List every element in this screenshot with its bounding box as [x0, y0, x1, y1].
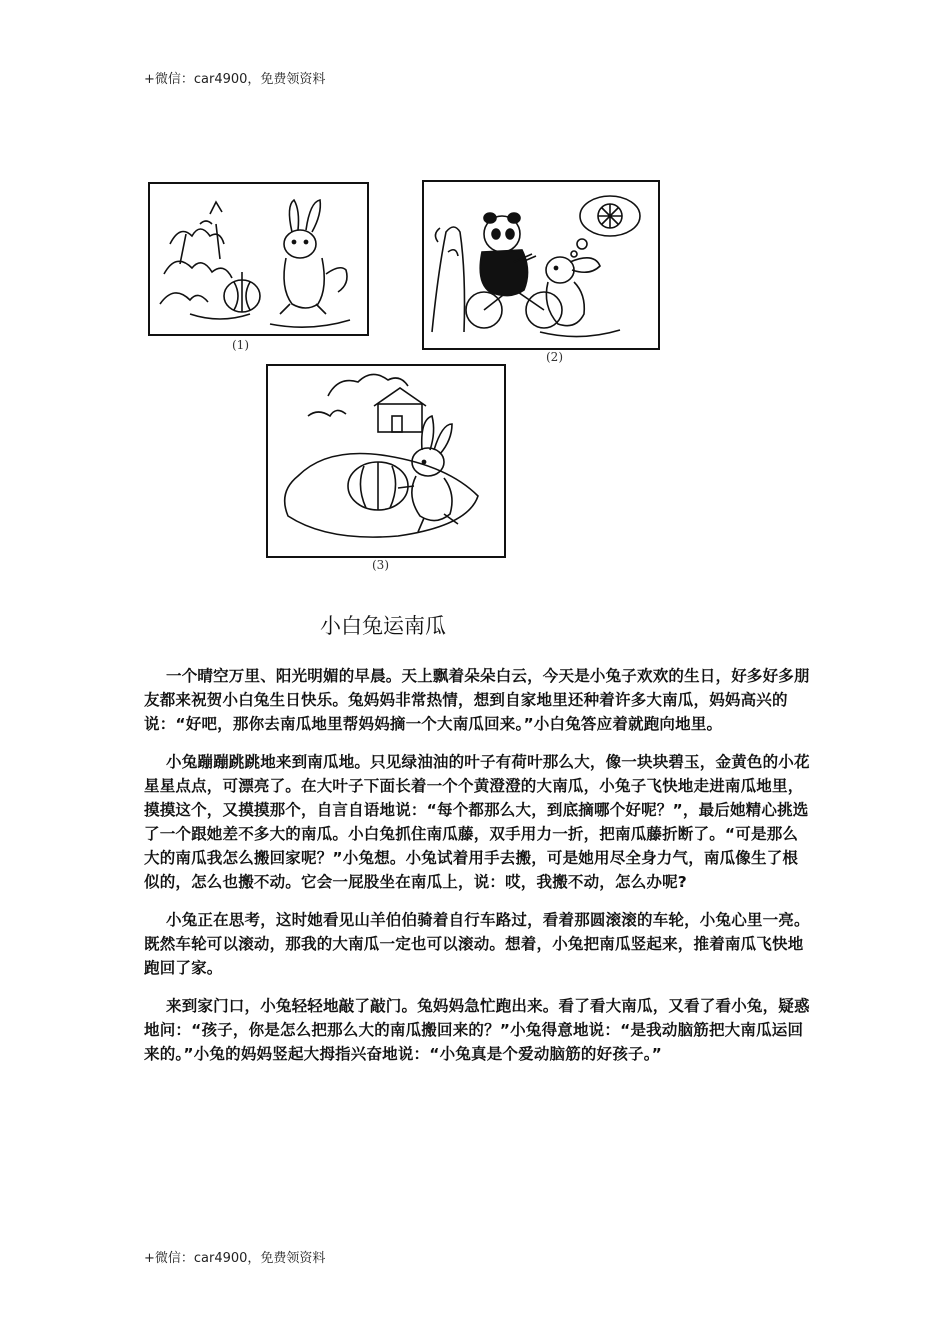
- story-paragraph: 来到家门口，小兔轻轻地敲了敲门。兔妈妈急忙跑出来。看了看大南瓜，又看了看小兔，疑惑地问：“孩子，你是怎么把那么大的南瓜搬回来的？”小兔得意地说：“是我动脑筋把大南瓜运回来的。”小兔的妈妈竖起大拇指兴奋地说：“小兔真是个爱动脑筋的好孩子。”: [144, 997, 810, 1063]
- rolling-pumpkin-drawing: [268, 366, 504, 556]
- caption-3: (3): [372, 558, 389, 572]
- header-note: +微信：car4900，免费领资料: [144, 72, 326, 87]
- pumpkin-patch-drawing: [150, 184, 367, 334]
- story-paragraph: 一个晴空万里、阳光明媚的早晨。天上飘着朵朵白云，今天是小兔子欢欢的生日，好多好多朋友都来祝贺小白兔生日快乐。兔妈妈非常热情，想到自家地里还种着许多大南瓜，妈妈高兴的说：“好吧，那你去南瓜地里帮妈妈摘一个大南瓜回来。”小白兔答应着就跑向地里。: [144, 667, 810, 733]
- illustration-3-rabbit-rolling-pumpkin: [266, 364, 506, 558]
- panda-bicycle-drawing: [424, 182, 658, 348]
- story-paragraph: 小兔正在思考，这时她看见山羊伯伯骑着自行车路过，看着那圆滚滚的车轮，小兔心里一亮。既然车轮可以滚动，那我的大南瓜一定也可以滚动。想着，小兔把南瓜竖起来，推着南瓜飞快地跑回了家。: [144, 911, 810, 977]
- footer-note: +微信：car4900，免费领资料: [144, 1251, 326, 1266]
- illustration-2-panda-on-bicycle: [422, 180, 660, 350]
- story-title: 小白兔运南瓜: [320, 614, 446, 638]
- caption-1: (1): [232, 338, 249, 352]
- story-paragraph: 小兔蹦蹦跳跳地来到南瓜地。只见绿油油的叶子有荷叶那么大，像一块块碧玉，金黄色的小花星星点点，可漂亮了。在大叶子下面长着一个个黄澄澄的大南瓜，小兔子飞快地走进南瓜地里，摸摸这个，又摸摸那个，自言自语地说：“每个都那么大，到底摘哪个好呢？”，最后她精心挑选了一个跟她差不多大的南瓜。小白兔抓住南瓜藤，双手用力一折，把南瓜藤折断了。“可是那么大的南瓜我怎么搬回家呢？”小兔想。小兔试着用手去搬，可是她用尽全身力气，南瓜像生了根似的，怎么也搬不动。它会一屁股坐在南瓜上，说：哎，我搬不动，怎么办呢?: [144, 753, 810, 891]
- caption-2: (2): [546, 350, 563, 364]
- story-body: [144, 664, 812, 1080]
- illustration-1-rabbit-in-pumpkin-patch: [148, 182, 369, 336]
